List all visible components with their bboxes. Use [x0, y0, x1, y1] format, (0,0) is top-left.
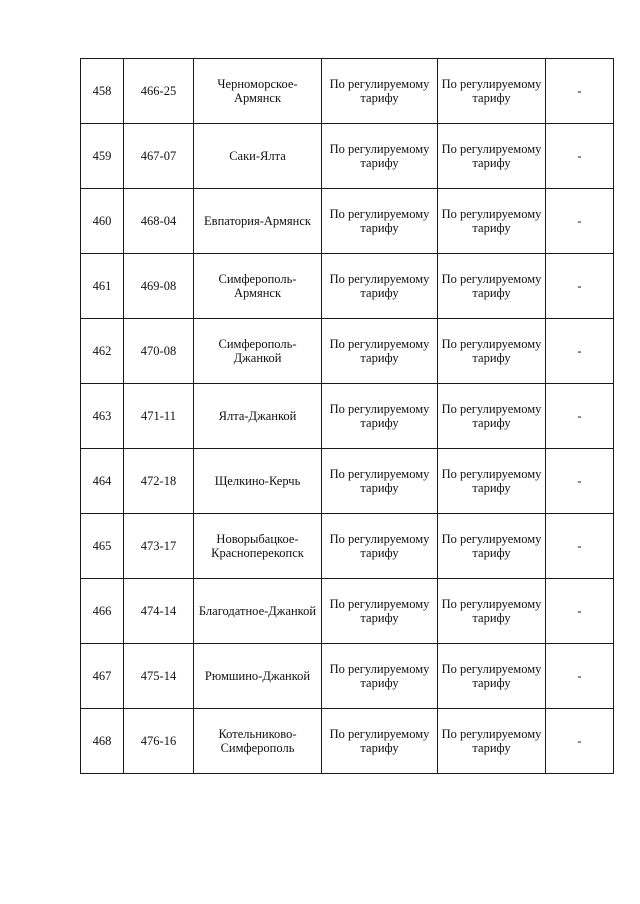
row-number: 459	[81, 124, 124, 189]
route-name: Евпатория-Армянск	[194, 189, 322, 254]
table-row	[81, 59, 614, 124]
table-row	[81, 709, 614, 774]
route-name: Котельниково-Симферополь	[194, 709, 322, 774]
note-cell: -	[546, 449, 614, 514]
table-row	[81, 384, 614, 449]
row-number: 468	[81, 709, 124, 774]
table-row	[81, 644, 614, 709]
table-row	[81, 449, 614, 514]
route-code: 475-14	[124, 644, 194, 709]
route-name: Рюмшино-Джанкой	[194, 644, 322, 709]
row-number: 461	[81, 254, 124, 319]
tariff-cell-b: По регулируемому тарифу	[438, 254, 546, 319]
row-number: 466	[81, 579, 124, 644]
note-cell: -	[546, 514, 614, 579]
table-row	[81, 254, 614, 319]
route-name: Благодатное-Джанкой	[194, 579, 322, 644]
route-name: Симферополь-Джанкой	[194, 319, 322, 384]
note-cell: -	[546, 189, 614, 254]
tariff-cell-a: По регулируемому тарифу	[322, 579, 438, 644]
route-name: Новорыбацкое-Красноперекопск	[194, 514, 322, 579]
note-cell: -	[546, 384, 614, 449]
row-number: 464	[81, 449, 124, 514]
route-code: 473-17	[124, 514, 194, 579]
tariff-cell-b: По регулируемому тарифу	[438, 189, 546, 254]
tariff-cell-b: По регулируемому тарифу	[438, 384, 546, 449]
tariff-cell-a: По регулируемому тарифу	[322, 189, 438, 254]
tariff-cell-b: По регулируемому тарифу	[438, 579, 546, 644]
route-code: 472-18	[124, 449, 194, 514]
note-cell: -	[546, 644, 614, 709]
tariff-cell-a: По регулируемому тарифу	[322, 319, 438, 384]
table-row	[81, 579, 614, 644]
note-cell: -	[546, 124, 614, 189]
route-code: 476-16	[124, 709, 194, 774]
route-name: Черноморское-Армянск	[194, 59, 322, 124]
tariff-cell-a: По регулируемому тарифу	[322, 254, 438, 319]
tariff-cell-b: По регулируемому тарифу	[438, 709, 546, 774]
table-row	[81, 319, 614, 384]
note-cell: -	[546, 59, 614, 124]
route-code: 471-11	[124, 384, 194, 449]
tariff-cell-b: По регулируемому тарифу	[438, 319, 546, 384]
tariff-cell-a: По регулируемому тарифу	[322, 124, 438, 189]
note-cell: -	[546, 319, 614, 384]
tariff-cell-a: По регулируемому тарифу	[322, 59, 438, 124]
route-name: Саки-Ялта	[194, 124, 322, 189]
row-number: 463	[81, 384, 124, 449]
route-code: 466-25	[124, 59, 194, 124]
note-cell: -	[546, 579, 614, 644]
route-name: Симферополь-Армянск	[194, 254, 322, 319]
tariff-cell-a: По регулируемому тарифу	[322, 644, 438, 709]
route-code: 470-08	[124, 319, 194, 384]
tariff-cell-a: По регулируемому тарифу	[322, 514, 438, 579]
note-cell: -	[546, 709, 614, 774]
row-number: 458	[81, 59, 124, 124]
tariff-cell-a: По регулируемому тарифу	[322, 449, 438, 514]
tariff-cell-a: По регулируемому тарифу	[322, 384, 438, 449]
route-code: 468-04	[124, 189, 194, 254]
tariff-cell-b: По регулируемому тарифу	[438, 514, 546, 579]
routes-table-body	[81, 59, 614, 774]
routes-table	[80, 58, 614, 774]
tariff-cell-b: По регулируемому тарифу	[438, 124, 546, 189]
tariff-cell-b: По регулируемому тарифу	[438, 449, 546, 514]
route-code: 467-07	[124, 124, 194, 189]
route-code: 469-08	[124, 254, 194, 319]
route-name: Ялта-Джанкой	[194, 384, 322, 449]
note-cell: -	[546, 254, 614, 319]
tariff-cell-b: По регулируемому тарифу	[438, 644, 546, 709]
row-number: 462	[81, 319, 124, 384]
tariff-cell-b: По регулируемому тарифу	[438, 59, 546, 124]
row-number: 467	[81, 644, 124, 709]
row-number: 460	[81, 189, 124, 254]
table-row	[81, 124, 614, 189]
route-name: Щелкино-Керчь	[194, 449, 322, 514]
table-row	[81, 189, 614, 254]
table-row	[81, 514, 614, 579]
tariff-cell-a: По регулируемому тарифу	[322, 709, 438, 774]
route-code: 474-14	[124, 579, 194, 644]
row-number: 465	[81, 514, 124, 579]
